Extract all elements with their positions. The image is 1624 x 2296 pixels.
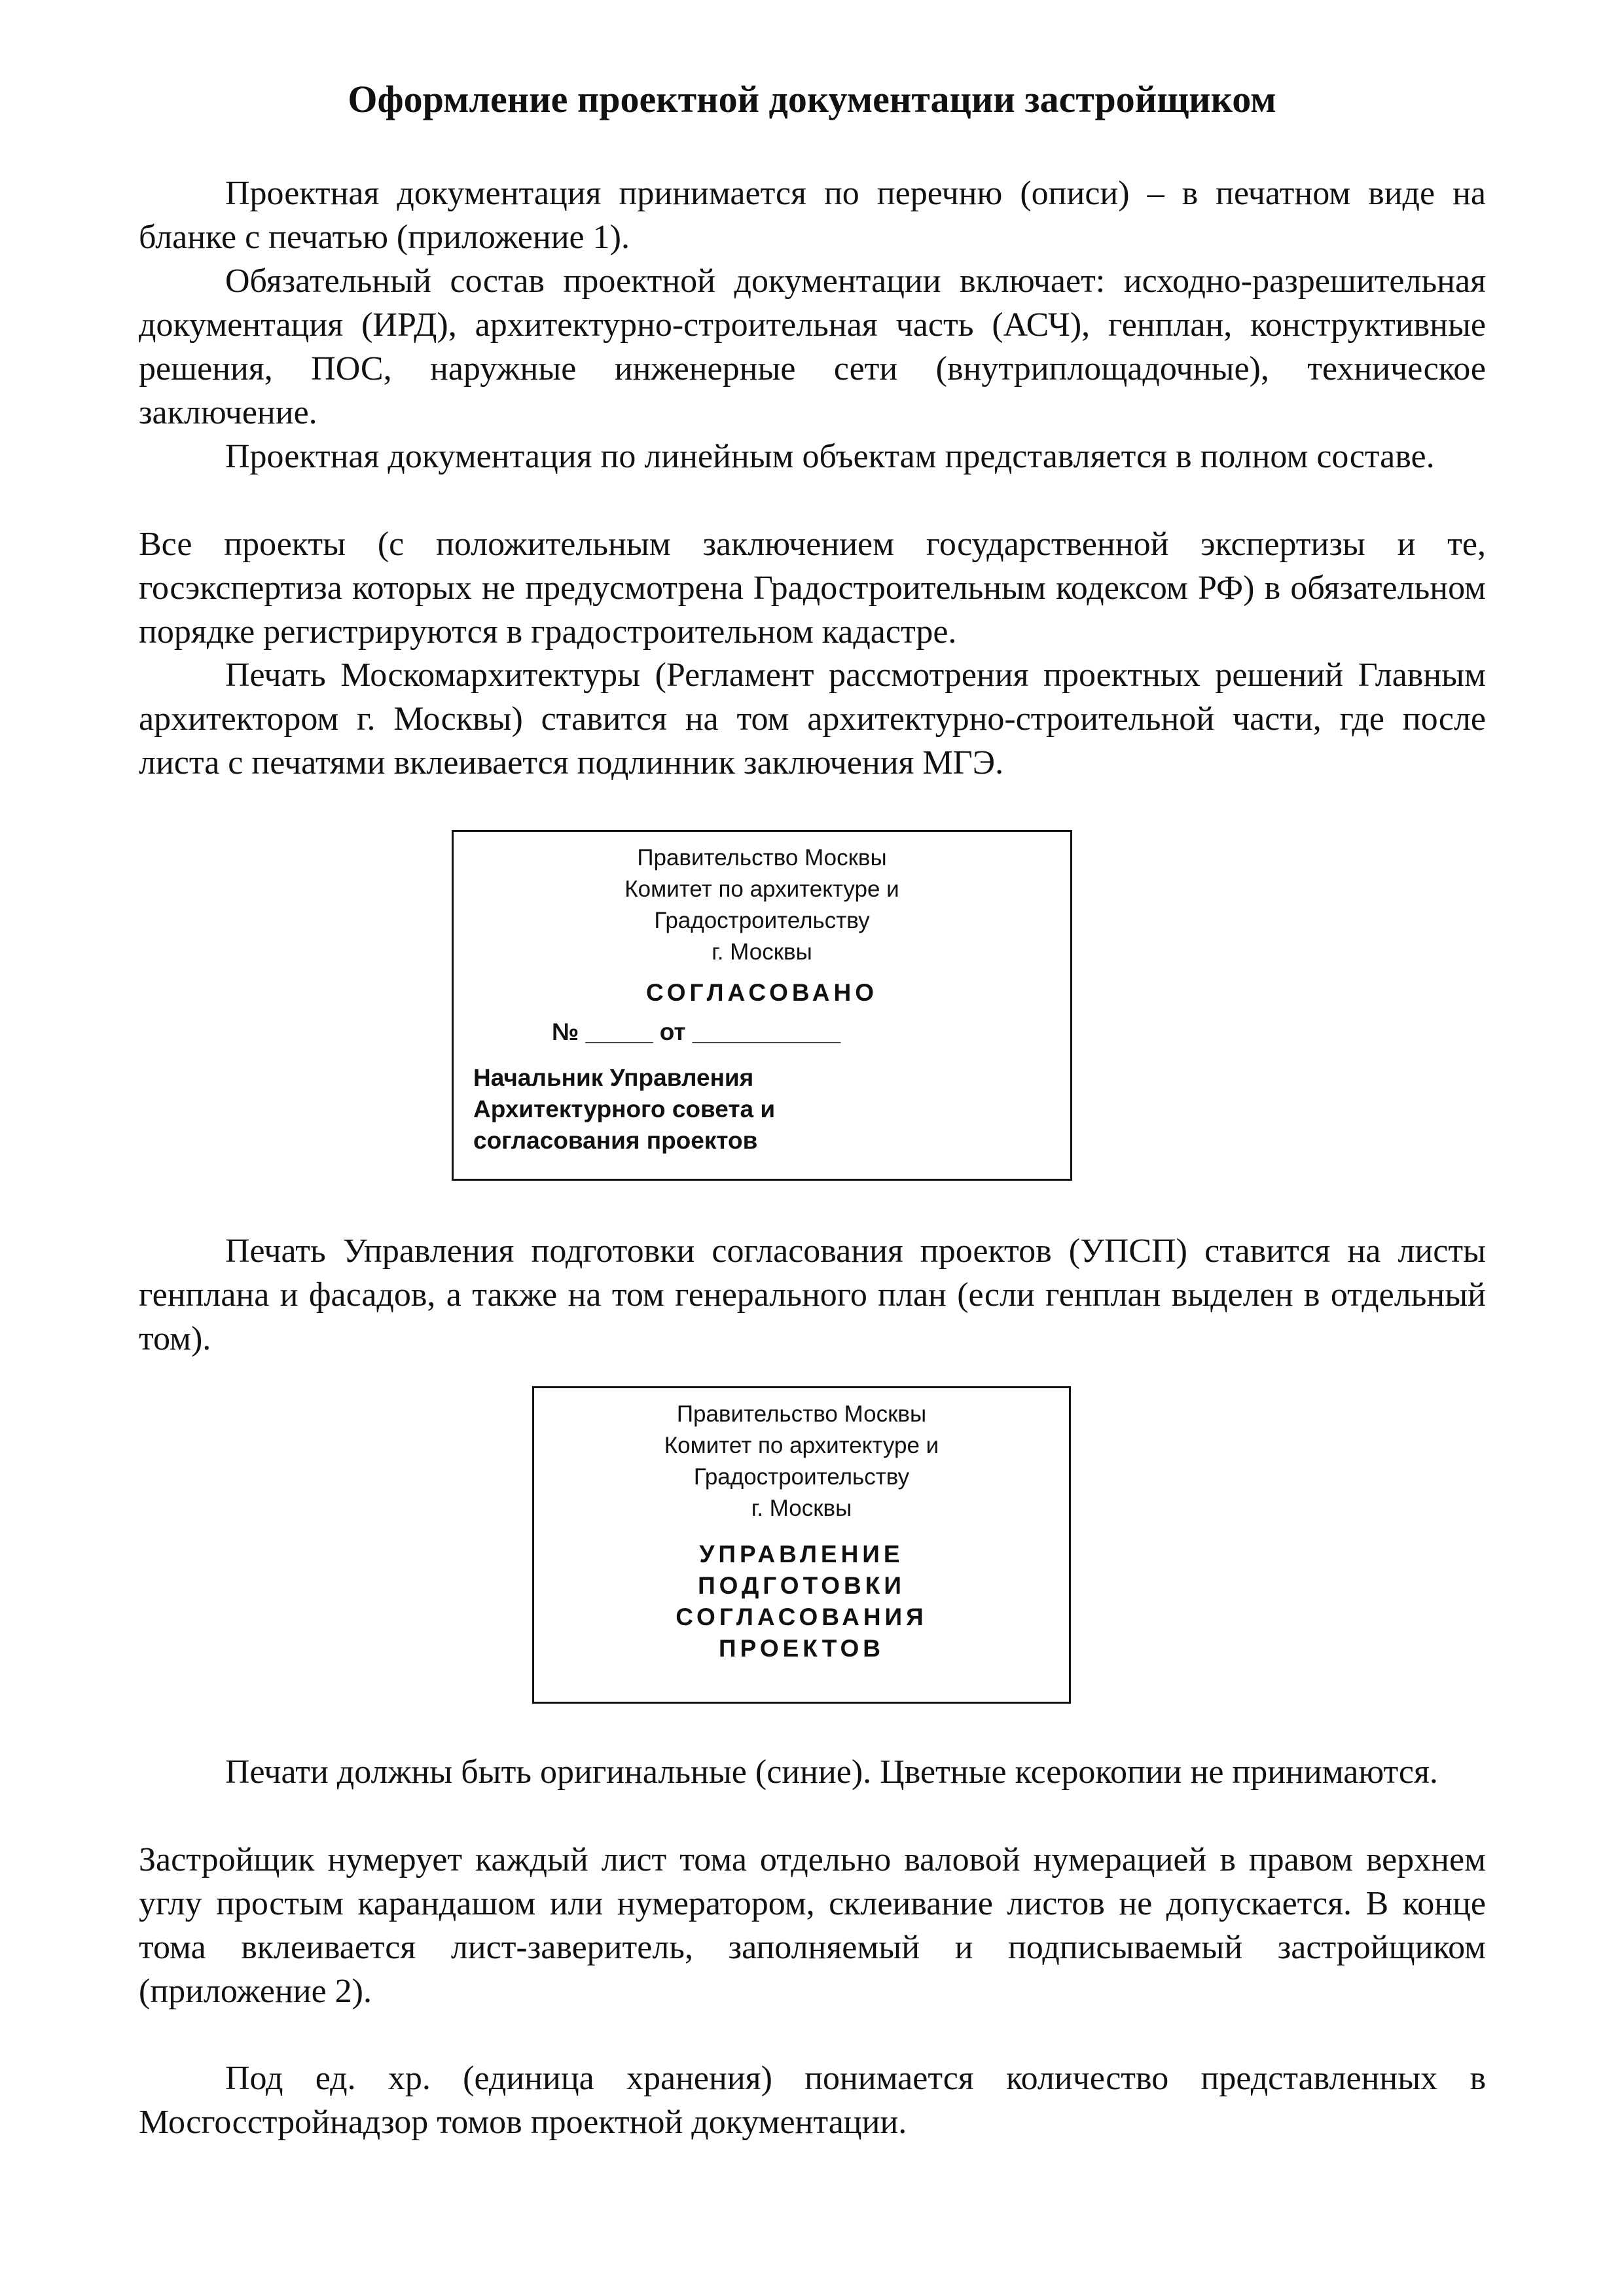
stamp-org-line: Правительство Москвы [637,845,887,870]
paragraph-6: Печать Управления подготовки согласования проектов (УПСП) ставится на листы генплана и фасадов, а также на том генерального план (если генплан выделен в отдельный том). [139,1232,1486,1357]
paragraph-8: Застройщик нумерует каждый лист тома отдельно валовой нумерацией в правом верхнем углу простым карандашом или нумератором, склеивание листов не допускается. В конце тома вклеивается лист-заверитель, заполняемый и подписываемый застройщиком (приложение 2). [139,1841,1486,2010]
stamp-org-line: Градостроительству [693,1464,910,1490]
stamp-org-line: Правительство Москвы [676,1401,927,1427]
paragraph-7: Печати должны быть оригинальные (синие). Цветные ксерокопии не принимаются. [225,1753,1438,1791]
stamp-heading-upsp [534,1539,1069,1664]
approval-stamp-box [452,830,1072,1181]
stamp-org-line: г. Москвы [751,1496,852,1521]
stamp-number-line: № _____ от ___________ [552,1018,841,1045]
stamp-org-line: Комитет по архитектуре и [664,1433,939,1458]
paragraph-5: Печать Москомархитектуры (Регламент рассмотрения проектных решений Главным архитектором г. Москвы) ставится на том архитектурно-строительной части, где после листа с печатями вклеивается подлинник заключения МГЭ. [139,656,1486,781]
stamp-heading-line: ПОДГОТОВКИ [698,1572,905,1599]
stamp-org-line: Комитет по архитектуре и [624,876,899,902]
stamp-heading-approved: СОГЛАСОВАНО [645,979,878,1006]
paragraph-1: Проектная документация принимается по перечню (описи) – в печатном виде на бланке с печатью (приложение 1). [139,175,1486,256]
paragraph-2: Обязательный состав проектной документации включает: исходно-разрешительная документация (ИРД), архитектурно-строительная часть (АСЧ), генплан, конструктивные решения, ПОС, наружные инженерные сети (внутриплощадочные), техническое заключение. [139,262,1486,431]
stamp-signatory-line: Архитектурного совета и [473,1096,776,1122]
stamp-heading-line: СОГЛАСОВАНИЯ [676,1604,928,1630]
stamp-signatory-line: Начальник Управления [473,1064,754,1091]
stamp-signatory [473,1062,775,1157]
stamp-organization [534,1399,1069,1524]
paragraph-9: Под ед. хр. (единица хранения) понимается количество представленных в Мосгосстройнадзор томов проектной документации. [139,2060,1486,2141]
stamp-organization [454,842,1070,968]
stamp-heading-line: ПРОЕКТОВ [719,1635,884,1662]
stamp-org-line: г. Москвы [712,939,812,965]
upsp-stamp-box [532,1386,1071,1704]
paragraph-4: Все проекты (с положительным заключением государственной экспертизы и те, госэкспертиза которых не предусмотрена Градостроительным кодексом РФ) в обязательном порядке регистрируются в градостроительном кадастре. [139,526,1486,651]
stamp-heading-line: УПРАВЛЕНИЕ [699,1541,904,1568]
document-title: Оформление проектной документации застройщиком [348,78,1276,120]
stamp-org-line: Градостроительству [654,908,870,933]
paragraph-3: Проектная документация по линейным объектам представляется в полном составе. [225,438,1435,475]
stamp-signatory-line: согласования проектов [473,1127,758,1154]
